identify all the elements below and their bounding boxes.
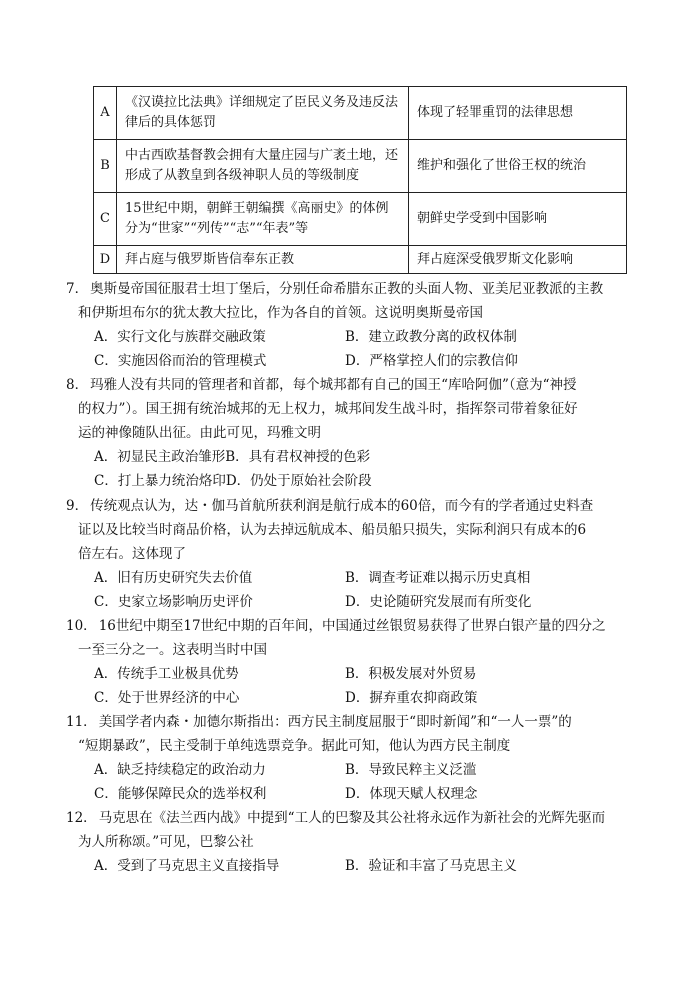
option-c: C．实施因俗而治的管理模式 xyxy=(94,353,267,369)
question-11 xyxy=(66,710,646,806)
row-conclusion: 拜占庭深受俄罗斯文化影响 xyxy=(409,246,627,274)
question-number: 8． xyxy=(66,377,89,393)
question-7 xyxy=(66,277,646,373)
question-number: 12． xyxy=(66,810,97,826)
option-b: B．验证和丰富了马克思主义 xyxy=(345,858,517,874)
row-content: 拜占庭与俄罗斯皆信奉东正教 xyxy=(117,246,409,274)
table-row xyxy=(94,87,627,140)
question-stem-line: “短期暴政”，民主受制于单纯选票竞争。据此可知，他认为西方民主制度 xyxy=(78,738,511,754)
row-content: 中古西欧基督教会拥有大量庄园与广袤土地，还形成了从教皇到各级神职人员的等级制度 xyxy=(117,140,409,193)
option-b: B．积极发展对外贸易 xyxy=(345,666,477,682)
row-letter: D xyxy=(94,246,117,274)
row-letter: B xyxy=(94,140,117,193)
question-stem-line: 玛雅人没有共同的管理者和首都，每个城邦都有自己的国王“库哈阿伽”（意为“神授 xyxy=(90,377,577,393)
row-letter: A xyxy=(94,87,117,140)
table-row xyxy=(94,193,627,246)
row-conclusion: 朝鲜史学受到中国影响 xyxy=(409,193,627,246)
option-b: B．建立政教分离的政权体制 xyxy=(345,329,517,345)
question-stem-line: 一至三分之一。这表明当时中国 xyxy=(78,642,267,658)
option-c: C．史家立场影响历史评价 xyxy=(94,594,253,610)
question-stem-line: 马克思在《法兰西内战》中提到“工人的巴黎及其公社将永远作为新社会的光辉先驱而 xyxy=(98,810,606,826)
question-10 xyxy=(66,614,646,710)
question-stem-line: 运的神像随队出征。由此可见，玛雅文明 xyxy=(78,425,321,441)
question-stem-line: 传统观点认为，达・伽马首航所获利润是航行成本的60倍，而今有的学者通过史料查 xyxy=(90,498,594,514)
question-stem-line: 为人所称颂。”可见，巴黎公社 xyxy=(78,834,254,850)
option-b: B．调查考证难以揭示历史真相 xyxy=(345,570,531,586)
option-c: C．能够保障民众的选举权利 xyxy=(94,786,267,802)
row-letter: C xyxy=(94,193,117,246)
option-a: A．缺乏持续稳定的政治动力 xyxy=(94,762,266,778)
question-stem-line: 倍左右。这体现了 xyxy=(78,546,186,562)
row-content: 《汉谟拉比法典》详细规定了臣民义务及违反法律后的具体惩罚 xyxy=(117,87,409,140)
row-conclusion: 维护和强化了世俗王权的统治 xyxy=(409,140,627,193)
question-stem-line: 的权力”）。国王拥有统治城邦的无上权力，城邦间发生战斗时，指挥祭司带着象征好 xyxy=(78,401,578,417)
question-stem-line: 奥斯曼帝国征服君士坦丁堡后，分别任命希腊东正教的头面人物、亚美尼亚教派的主教 xyxy=(90,281,604,297)
question-number: 7． xyxy=(66,281,89,297)
question-stem-line: 和伊斯坦布尔的犹太教大拉比，作为各自的首领。这说明奥斯曼帝国 xyxy=(78,305,483,321)
option-a: A．旧有历史研究失去价值 xyxy=(94,570,253,586)
option-d: D．体现天赋人权理念 xyxy=(345,786,478,802)
option-b: B．导致民粹主义泛滥 xyxy=(345,762,477,778)
question-stem-line: 证以及比较当时商品价格，认为去掉远航成本、船员船只损失，实际利润只有成本的6 xyxy=(78,522,587,538)
question-stem-line: 16世纪中期至17世纪中期的百年间，中国通过丝银贸易获得了世界白银产量的四分之 xyxy=(98,618,606,634)
option-a: A．受到了马克思主义直接指导 xyxy=(94,858,280,874)
question-number: 10． xyxy=(66,618,97,634)
question-12 xyxy=(66,806,646,878)
answer-options-table xyxy=(93,86,627,274)
option-c: C．处于世界经济的中心 xyxy=(94,690,240,706)
option-d: D．史论随研究发展而有所变化 xyxy=(345,594,532,610)
question-number: 11． xyxy=(66,714,97,730)
option-a: A．传统手工业极具优势 xyxy=(94,666,239,682)
table-row xyxy=(94,140,627,193)
option-d: D．严格掌控人们的宗教信仰 xyxy=(345,353,518,369)
option-line: C．打上暴力统治烙印D．仍处于原始社会阶段 xyxy=(94,473,372,489)
row-conclusion: 体现了轻罪重罚的法律思想 xyxy=(409,87,627,140)
table-row xyxy=(94,246,627,274)
question-number: 9． xyxy=(66,498,89,514)
question-8 xyxy=(66,373,646,493)
question-9 xyxy=(66,494,646,614)
option-line: A．初显民主政治雏形B．具有君权神授的色彩 xyxy=(94,449,371,465)
question-stem-line: 美国学者内森・加德尔斯指出：西方民主制度屈服于“即时新闻”和“一人一票”的 xyxy=(98,714,572,730)
option-a: A．实行文化与族群交融政策 xyxy=(94,329,266,345)
row-content: 15世纪中期，朝鲜王朝编撰《高丽史》的体例分为“世家”“列传”“志”“年表”等 xyxy=(117,193,409,246)
option-d: D．摒弃重农抑商政策 xyxy=(345,690,478,706)
